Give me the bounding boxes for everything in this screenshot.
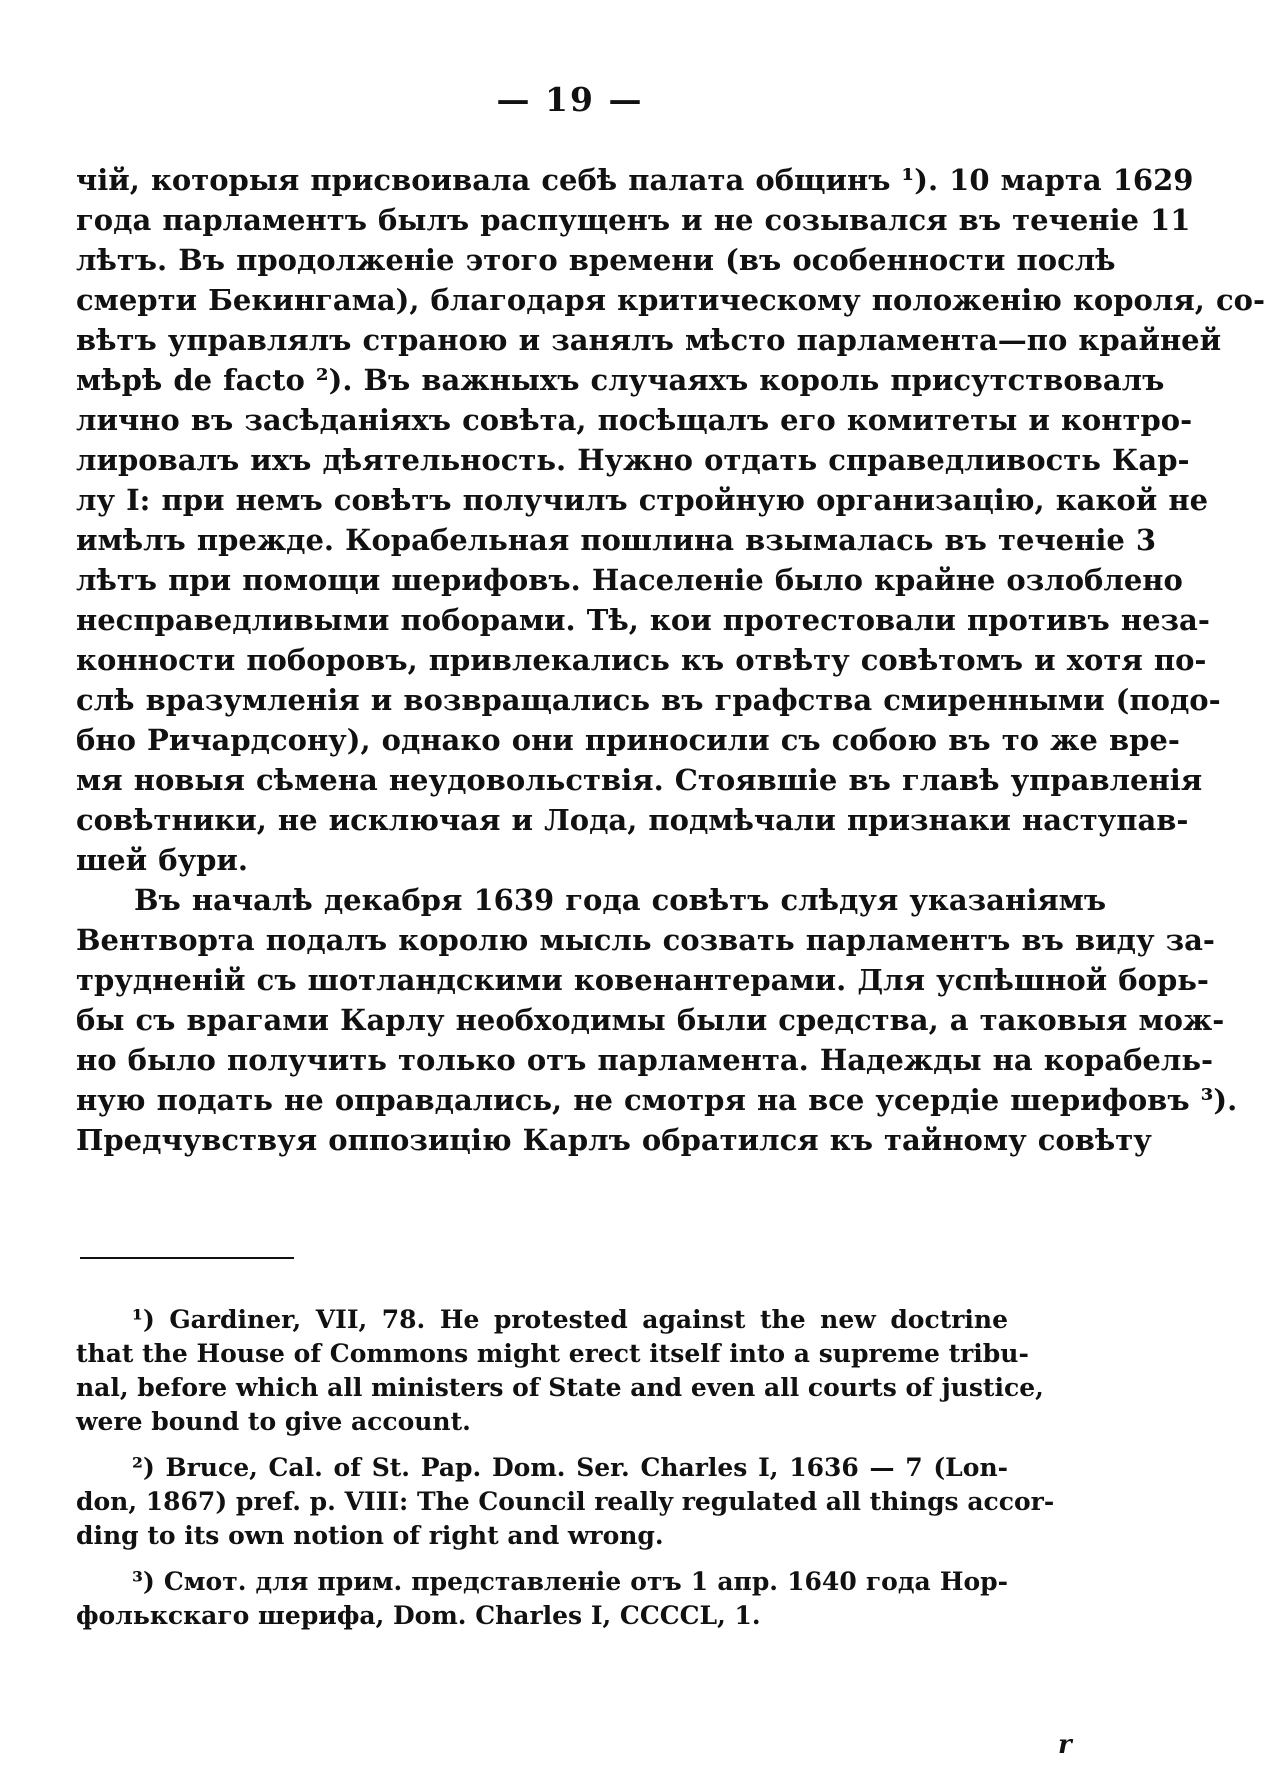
text-line: но было получить только отъ парламента. Надежды на корабель- [76, 1043, 1214, 1077]
text-line: мя новыя сѣмена неудовольствія. Стоявшіе въ главѣ управленія [76, 763, 1203, 797]
footnote-line: that the House of Commons might erect itself into a supreme tribu- [76, 1339, 1029, 1368]
text-line: бно Ричардсону), однако они приносили съ собою въ то же вре- [76, 723, 1180, 757]
text-line: Предчувствуя оппозицію Карлъ обратился къ тайному совѣту [76, 1123, 1152, 1157]
footnote-line: were bound to give account. [76, 1407, 471, 1436]
text-line: лѣтъ. Въ продолженіе этого времени (въ особенности послѣ [76, 243, 1116, 277]
footnote-1 [76, 1303, 1044, 1439]
footnote-line: ding to its own notion of right and wrong. [76, 1521, 664, 1550]
text-line: лѣтъ при помощи шерифовъ. Населеніе было крайне озлоблено [76, 563, 1183, 597]
corner-mark: r [1058, 1730, 1072, 1760]
text-line: чій, которыя присвоивала себѣ палата общинъ ¹). 10 марта 1629 [76, 163, 1194, 197]
page-number: — 19 — [496, 80, 644, 119]
footnote-separator [80, 1257, 294, 1259]
text-line: бы съ врагами Карлу необходимы были средства, а таковыя мож- [76, 1003, 1225, 1037]
text-line: смерти Бекингама), благодаря критическому положенію короля, со- [76, 283, 1265, 317]
text-line: конности поборовъ, привлекались къ отвѣту совѣтомъ и хотя по- [76, 643, 1207, 677]
footnote-line: ²) Bruce, Cal. of St. Pap. Dom. Ser. Charles I, 1636 — 7 (Lon- [132, 1453, 1008, 1482]
text-line: мѣрѣ de facto ²). Въ важныхъ случаяхъ король присутствовалъ [76, 363, 1165, 397]
text-line: слѣ вразумленія и возвращались въ графства смиренными (подо- [76, 683, 1221, 717]
text-line: вѣтъ управлялъ страною и занялъ мѣсто парламента—по крайней [76, 323, 1222, 357]
text-line: имѣлъ прежде. Корабельная пошлина взымалась въ теченіе 3 [76, 523, 1157, 557]
footnotes [76, 1303, 1055, 1633]
text-line: лично въ засѣданіяхъ совѣта, посѣщалъ его комитеты и контро- [76, 403, 1193, 437]
text-line: лу I: при немъ совѣтъ получилъ стройную организацію, какой не [76, 483, 1209, 517]
footnote-3 [76, 1565, 1008, 1633]
text-line: трудненій съ шотландскими ковенантерами. Для успѣшной борь- [76, 963, 1209, 997]
footnote-line: фолькскаго шерифа, Dom. Charles I, CCCCL, 1. [76, 1601, 761, 1630]
paragraph-start-line: Въ началѣ декабря 1639 года совѣтъ слѣдуя указаніямъ [134, 883, 1107, 917]
footnote-line: nal, before which all ministers of State and even all courts of justice, [76, 1373, 1044, 1402]
text-line: года парламентъ былъ распущенъ и не созывался въ теченіе 11 [76, 203, 1191, 237]
footnote-line: ¹) Gardiner, VII, 78. He protested against the new doctrine [132, 1305, 1008, 1334]
text-line: несправедливыми поборами. Тѣ, кои протестовали противъ неза- [76, 603, 1210, 637]
text-line: ную подать не оправдались, не смотря на все усердіе шерифовъ ³). [76, 1083, 1238, 1117]
footnote-line: don, 1867) pref. p. VIII: The Council really regulated all things accor- [76, 1487, 1055, 1516]
text-line: совѣтники, не исключая и Лода, подмѣчали признаки наступав- [76, 803, 1189, 837]
footnote-2 [76, 1451, 1055, 1553]
main-text [76, 160, 1265, 1160]
footnote-line: ³) Смот. для прим. представленіе отъ 1 апр. 1640 года Нор- [132, 1567, 1008, 1596]
text-line: Вентворта подалъ королю мысль созвать парламентъ въ виду за- [76, 923, 1215, 957]
text-line: лировалъ ихъ дѣятельность. Нужно отдать справедливость Кар- [76, 443, 1190, 477]
text-line: шей бури. [76, 843, 249, 877]
